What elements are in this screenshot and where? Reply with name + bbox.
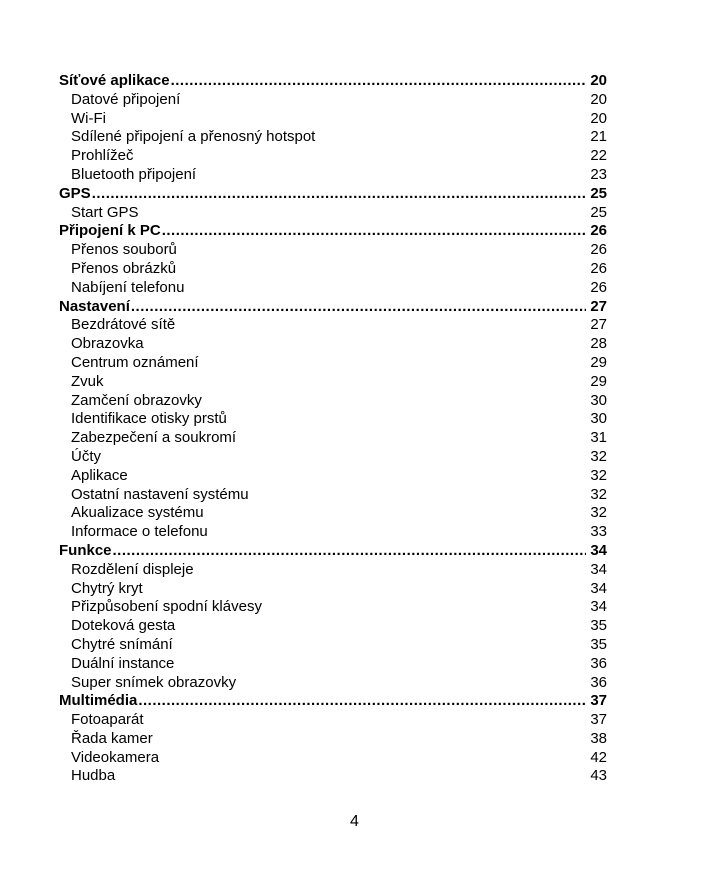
toc-entry-page: 33 [590,523,607,541]
toc-subentry[interactable] [59,354,607,373]
toc-entry-title: Řada kamer [71,729,153,747]
toc-entry-page: 29 [590,353,607,371]
toc-subentry[interactable] [59,91,607,110]
toc-entry-title: Multimédia [59,692,138,710]
toc-subentry[interactable] [59,128,607,147]
toc-entry-title: Chytrý kryt [71,579,143,597]
toc-subentry[interactable] [59,260,607,279]
toc-entry-title: Videokamera [71,748,160,766]
toc-entry-page: 20 [590,90,607,108]
toc-entry-page: 26 [590,241,607,259]
toc-subentry[interactable] [59,166,607,185]
toc-entry-page: 26 [590,259,607,277]
toc-entry-page: 28 [590,335,607,353]
toc-entry-title: Datové připojení [71,90,181,108]
toc-entry-page: 35 [590,617,607,635]
toc-entry-page: 22 [590,147,607,165]
toc-subentry[interactable] [59,749,607,768]
toc-dot-leader [113,542,586,561]
toc-entry-page: 42 [590,748,607,766]
toc-subentry[interactable] [59,767,607,786]
toc-section-entry[interactable] [59,222,607,241]
toc-entry-title: Hudba [71,767,116,785]
toc-entry-title: Zamčení obrazovky [71,391,202,409]
toc-entry-page: 34 [590,598,607,616]
toc-entry-title: Wi-Fi [71,109,106,127]
toc-entry-page: 30 [590,410,607,428]
toc-entry-page: 36 [590,673,607,691]
toc-entry-title: Doteková gesta [71,617,176,635]
toc-subentry[interactable] [59,617,607,636]
toc-entry-title: Nastavení [59,297,130,315]
toc-subentry[interactable] [59,316,607,335]
toc-entry-title: Bluetooth připojení [71,165,197,183]
toc-entry-page: 21 [590,128,607,146]
toc-subentry[interactable] [59,279,607,298]
toc-section-entry[interactable] [59,72,607,91]
toc-entry-page: 34 [590,541,607,559]
toc-entry-title: Připojení k PC [59,222,161,240]
toc-subentry[interactable] [59,655,607,674]
toc-subentry[interactable] [59,523,607,542]
toc-subentry[interactable] [59,204,607,223]
toc-subentry[interactable] [59,373,607,392]
toc-subentry[interactable] [59,730,607,749]
toc-entry-title: Nabíjení telefonu [71,278,185,296]
toc-dot-leader [162,222,586,241]
toc-entry-page: 26 [590,278,607,296]
toc-entry-page: 32 [590,447,607,465]
toc-entry-title: Centrum oznámení [71,353,199,371]
toc-entry-page: 23 [590,165,607,183]
toc-entry-page: 34 [590,579,607,597]
toc-subentry[interactable] [59,711,607,730]
toc-subentry[interactable] [59,147,607,166]
table-of-contents [59,72,607,786]
toc-entry-title: Aplikace [71,466,128,484]
toc-entry-page: 37 [590,711,607,729]
toc-dot-leader [92,185,586,204]
toc-subentry[interactable] [59,636,607,655]
toc-section-entry[interactable] [59,298,607,317]
toc-subentry[interactable] [59,448,607,467]
toc-entry-title: Rozdělení displeje [71,560,194,578]
toc-entry-title: Informace o telefonu [71,523,208,541]
toc-entry-title: Přizpůsobení spodní klávesy [71,598,262,616]
toc-section-entry[interactable] [59,692,607,711]
toc-subentry[interactable] [59,561,607,580]
toc-entry-page: 31 [590,429,607,447]
toc-entry-page: 30 [590,391,607,409]
toc-entry-title: Start GPS [71,203,139,221]
toc-entry-page: 32 [590,466,607,484]
toc-entry-page: 29 [590,372,607,390]
toc-entry-title: Super snímek obrazovky [71,673,237,691]
toc-subentry[interactable] [59,241,607,260]
toc-entry-page: 27 [590,297,607,315]
toc-subentry[interactable] [59,674,607,693]
toc-subentry[interactable] [59,486,607,505]
toc-entry-title: Účty [71,447,101,465]
toc-entry-title: Přenos obrázků [71,259,177,277]
toc-entry-title: Akualizace systému [71,504,204,522]
toc-entry-page: 36 [590,654,607,672]
toc-subentry[interactable] [59,504,607,523]
toc-entry-page: 32 [590,485,607,503]
toc-entry-page: 34 [590,560,607,578]
toc-entry-page: 20 [590,109,607,127]
toc-entry-title: Zabezpečení a soukromí [71,429,237,447]
toc-entry-page: 26 [590,222,607,240]
toc-subentry[interactable] [59,467,607,486]
toc-entry-title: Zvuk [71,372,104,390]
toc-entry-page: 43 [590,767,607,785]
toc-entry-page: 38 [590,729,607,747]
toc-entry-title: Identifikace otisky prstů [71,410,227,428]
toc-dot-leader [131,298,586,317]
toc-dot-leader [171,72,586,91]
toc-entry-page: 25 [590,184,607,202]
toc-entry-page: 20 [590,72,607,89]
toc-entry-title: Síťové aplikace [59,72,170,89]
toc-entry-page: 35 [590,635,607,653]
toc-subentry[interactable] [59,429,607,448]
toc-entry-title: Funkce [59,541,112,559]
toc-entry-title: Sdílené připojení a přenosný hotspot [71,128,316,146]
toc-entry-title: Duální instance [71,654,175,672]
toc-subentry[interactable] [59,598,607,617]
toc-subentry[interactable] [59,410,607,429]
toc-entry-title: Chytré snímání [71,635,173,653]
toc-subentry[interactable] [59,580,607,599]
toc-entry-title: Ostatní nastavení systému [71,485,249,503]
toc-entry-title: Bezdrátové sítě [71,316,176,334]
toc-subentry[interactable] [59,392,607,411]
toc-entry-title: Fotoaparát [71,711,144,729]
toc-subentry[interactable] [59,110,607,129]
toc-entry-page: 32 [590,504,607,522]
toc-dot-leader [138,692,586,711]
toc-entry-page: 27 [590,316,607,334]
toc-section-entry[interactable] [59,542,607,561]
toc-entry-page: 37 [590,692,607,710]
toc-section-entry[interactable] [59,185,607,204]
toc-entry-title: Prohlížeč [71,147,134,165]
toc-entry-title: Obrazovka [71,335,144,353]
toc-entry-title: Přenos souborů [71,241,177,259]
toc-entry-page: 25 [590,203,607,221]
toc-subentry[interactable] [59,335,607,354]
toc-entry-title: GPS [59,184,91,202]
page-number: 4 [350,813,359,830]
